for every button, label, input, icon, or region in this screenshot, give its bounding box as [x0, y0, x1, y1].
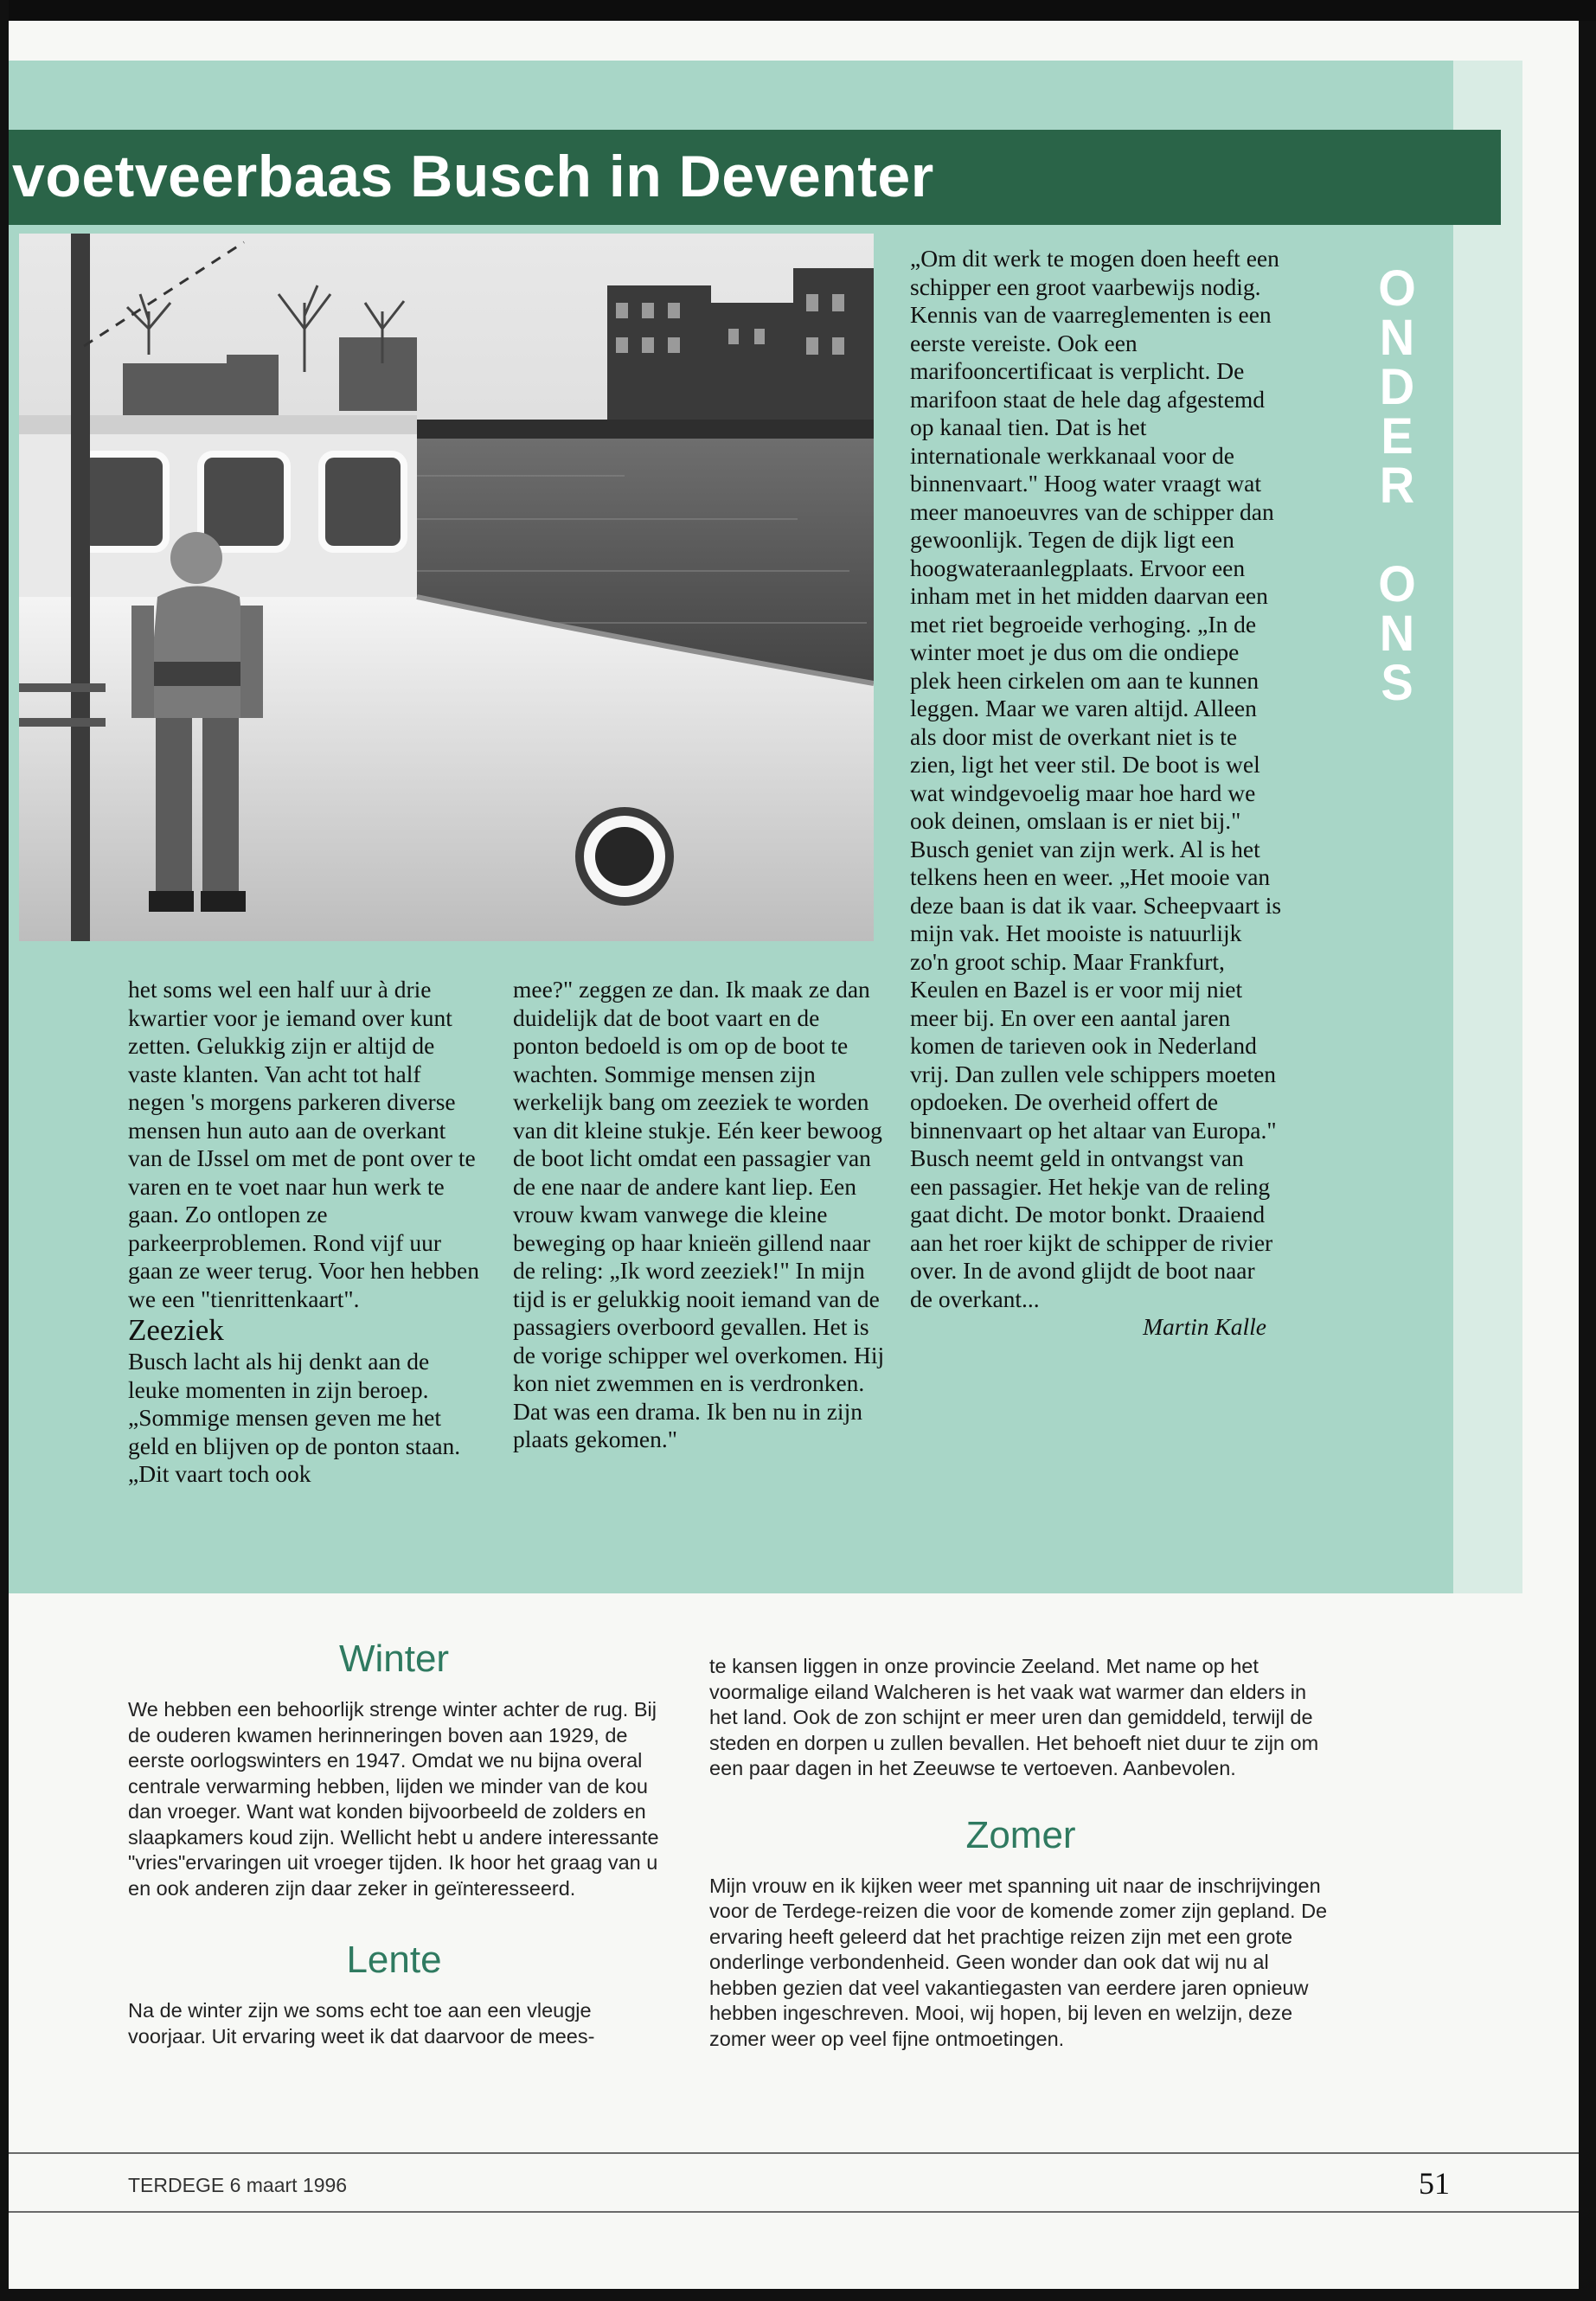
article-column-2: [513, 976, 885, 1454]
section-label-letter: O: [1378, 554, 1416, 612]
winter-text: We hebben een behoorlijk strenge winter achter de rug. Bij de ouderen kwamen herinneringen boven aan 1929, de eerste oorlogswinters en 1947. Omdat we nu bijna overal centrale verwarming hebben, lijden we minder van de kou dan vroeger. Want wat konden bijvoorbeeld de zolders en slaapkamers koud zijn. Wellicht hebt u andere interessante "vries"ervaringen uit vroeger tijden. Ik hoor het graag van u en ook anderen zijn daar zeker in geïnteresseerd.: [128, 1698, 659, 1900]
scan-border-left: [0, 0, 9, 2301]
section-label-letter: R: [1379, 456, 1415, 514]
article-column-3: [910, 245, 1282, 1342]
lente-text-continued: te kansen liggen in onze provincie Zeeland. Met name op het voormalige eiland Walcheren is het vaak wat warmer dan elders in het land. Ook de zon schijnt er meer uren dan gemiddeld, terwijl de steden en dorpen u zullen bevallen. Het behoeft niet duur te zijn om een paar dagen in het Zeeuwse te vertoeven. Aanbevolen.: [709, 1655, 1319, 1779]
scan-border-right: [1579, 21, 1596, 2301]
article-paragraph: Busch neemt geld in ontvangst van een passagier. Het hekje van de reling gaat dicht. De motor bonkt. Draaiend aan het roer kijkt de schipper de rivier over. In de avond glijdt de boot naar de overkant...: [910, 1144, 1273, 1312]
scan-border-bottom: [0, 2289, 1596, 2301]
section-label-letter: N: [1379, 604, 1415, 662]
lente-heading: Lente: [346, 1939, 442, 1981]
article-paragraph: mee?" zeggen ze dan. Ik maak ze dan duidelijk dat de boot vaart en de ponton bedoeld is om op de boot te wachten. Sommige mensen zijn werkelijk bang om zeeziek te worden van dit kleine stukje. Eén keer bewoog de boot licht omdat een passagier van de ene naar de andere kant liep. Een vrouw kwam vanwege die kleine beweging op haar knieën gillend naar de reling: „Ik word zeeziek!" In mijn tijd is er gelukkig nooit iemand van de passagiers overboord gevallen. Het is de vorige schipper wel overkomen. Hij kon niet zwemmen en is verdronken. Dat was een drama. Ik ben nu in zijn plaats gekomen.": [513, 976, 885, 1452]
seasons-left-column: [128, 1637, 660, 2049]
section-label-letter: E: [1381, 407, 1413, 465]
article-subheading: Zeeziek: [128, 1313, 224, 1347]
section-label-letter: O: [1378, 259, 1416, 317]
section-label-letter: S: [1381, 653, 1413, 711]
article-paragraph: het soms wel een half uur à drie kwartier voor je iemand over kunt zetten. Gelukkig zijn er altijd de vaste klanten. Van acht tot half negen 's morgens parkeren diverse mensen hun auto aan de overkant van de IJssel om met de pont over te varen en te voet naar hun werk te gaan. Zo ontlopen ze parkeerproblemen. Rond vijf uur gaan ze weer terug. Voor hen hebben we een "tienrittenkaart".: [128, 976, 479, 1312]
footer-divider-top: [9, 2152, 1579, 2154]
page-number: 51: [1419, 2166, 1450, 2201]
article-title: voetveerbaas Busch in Deventer: [12, 144, 934, 209]
section-label-onderons: [1358, 259, 1436, 711]
article-paragraph: Busch geniet van zijn werk. Al is het telkens heen en weer. „Het mooie van deze baan is dat ik vaar. Scheepvaart is mijn vak. Het mooiste is natuurlijk zo'n groot schip. Maar Frankfurt, Keulen en Bazel is er voor mij niet meer bij. En over een aantal jaren komen de tarieven ook in Nederland vrij. Dan zullen vele schippers moeten opdoeken. De overheid offert de binnenvaart op het altaar van Europa.": [910, 835, 1282, 1144]
scan-border-top: [0, 0, 1596, 21]
section-label-letter: D: [1379, 357, 1415, 415]
publication-info: TERDEGE 6 maart 1996: [128, 2174, 348, 2196]
zomer-heading: Zomer: [965, 1813, 1076, 1856]
ferry-photo: [19, 234, 874, 941]
lente-text: Na de winter zijn we soms echt toe aan een vleugje voorjaar. Uit ervaring weet ik dat daarvoor de mees-: [128, 1999, 595, 2048]
footer-divider-bottom: [9, 2211, 1579, 2213]
article-column-1: [128, 976, 483, 1489]
article-paragraph: „Om dit werk te mogen doen heeft een schipper een groot vaarbewijs nodig. Kennis van de vaarreglementen is een eerste vereiste. Ook een marifooncertificaat is verplicht. De marifoon staat de hele dag afgestemd op kanaal tien. Dat is het internationale werkkanaal voor de binnenvaart." Hoog water vraagt wat meer manoeuvres van de schipper dan gewoonlijk. Tegen de dijk ligt een hoogwateraanlegplaats. Ervoor een inham met in het midden daarvan een met riet begroeide verhoging. „In de winter moet je dus om die ondiepe plek heen cirkelen om aan te kunnen leggen. Maar we varen altijd. Alleen als door mist de overkant niet is te zien, ligt het veer stil. De boot is wel wat windgevoelig maar hoe hard we ook deinen, omslaan is er niet bij.": [910, 245, 1279, 834]
zomer-text: Mijn vrouw en ik kijken weer met spanning uit naar de inschrijvingen voor de Terdege-reizen die voor de komende zomer zijn gepland. De ervaring heeft geleerd dat het prachtige reizen zijn met een grote onderlinge verbondenheid. Geen wonder dan ook dat wij nu al hebben gezien dat veel vakantiegasten van eerdere jaren opnieuw hebben ingeschreven. Mooi, wij hopen, bij leven en welzijn, deze zomer weer op veel fijne ontmoetingen.: [709, 1874, 1328, 2050]
section-label-letter: N: [1379, 308, 1415, 366]
winter-heading: Winter: [338, 1638, 450, 1680]
author-signature: Martin Kalle: [1143, 1313, 1266, 1340]
article-paragraph: Busch lacht als hij denkt aan de leuke momenten in zijn beroep. „Sommige mensen geven me het geld en blijven op de ponton staan. „Dit vaart toch ook: [128, 1348, 461, 1487]
article-background-edge: [1453, 61, 1522, 1593]
seasons-right-column: [709, 1654, 1332, 2052]
